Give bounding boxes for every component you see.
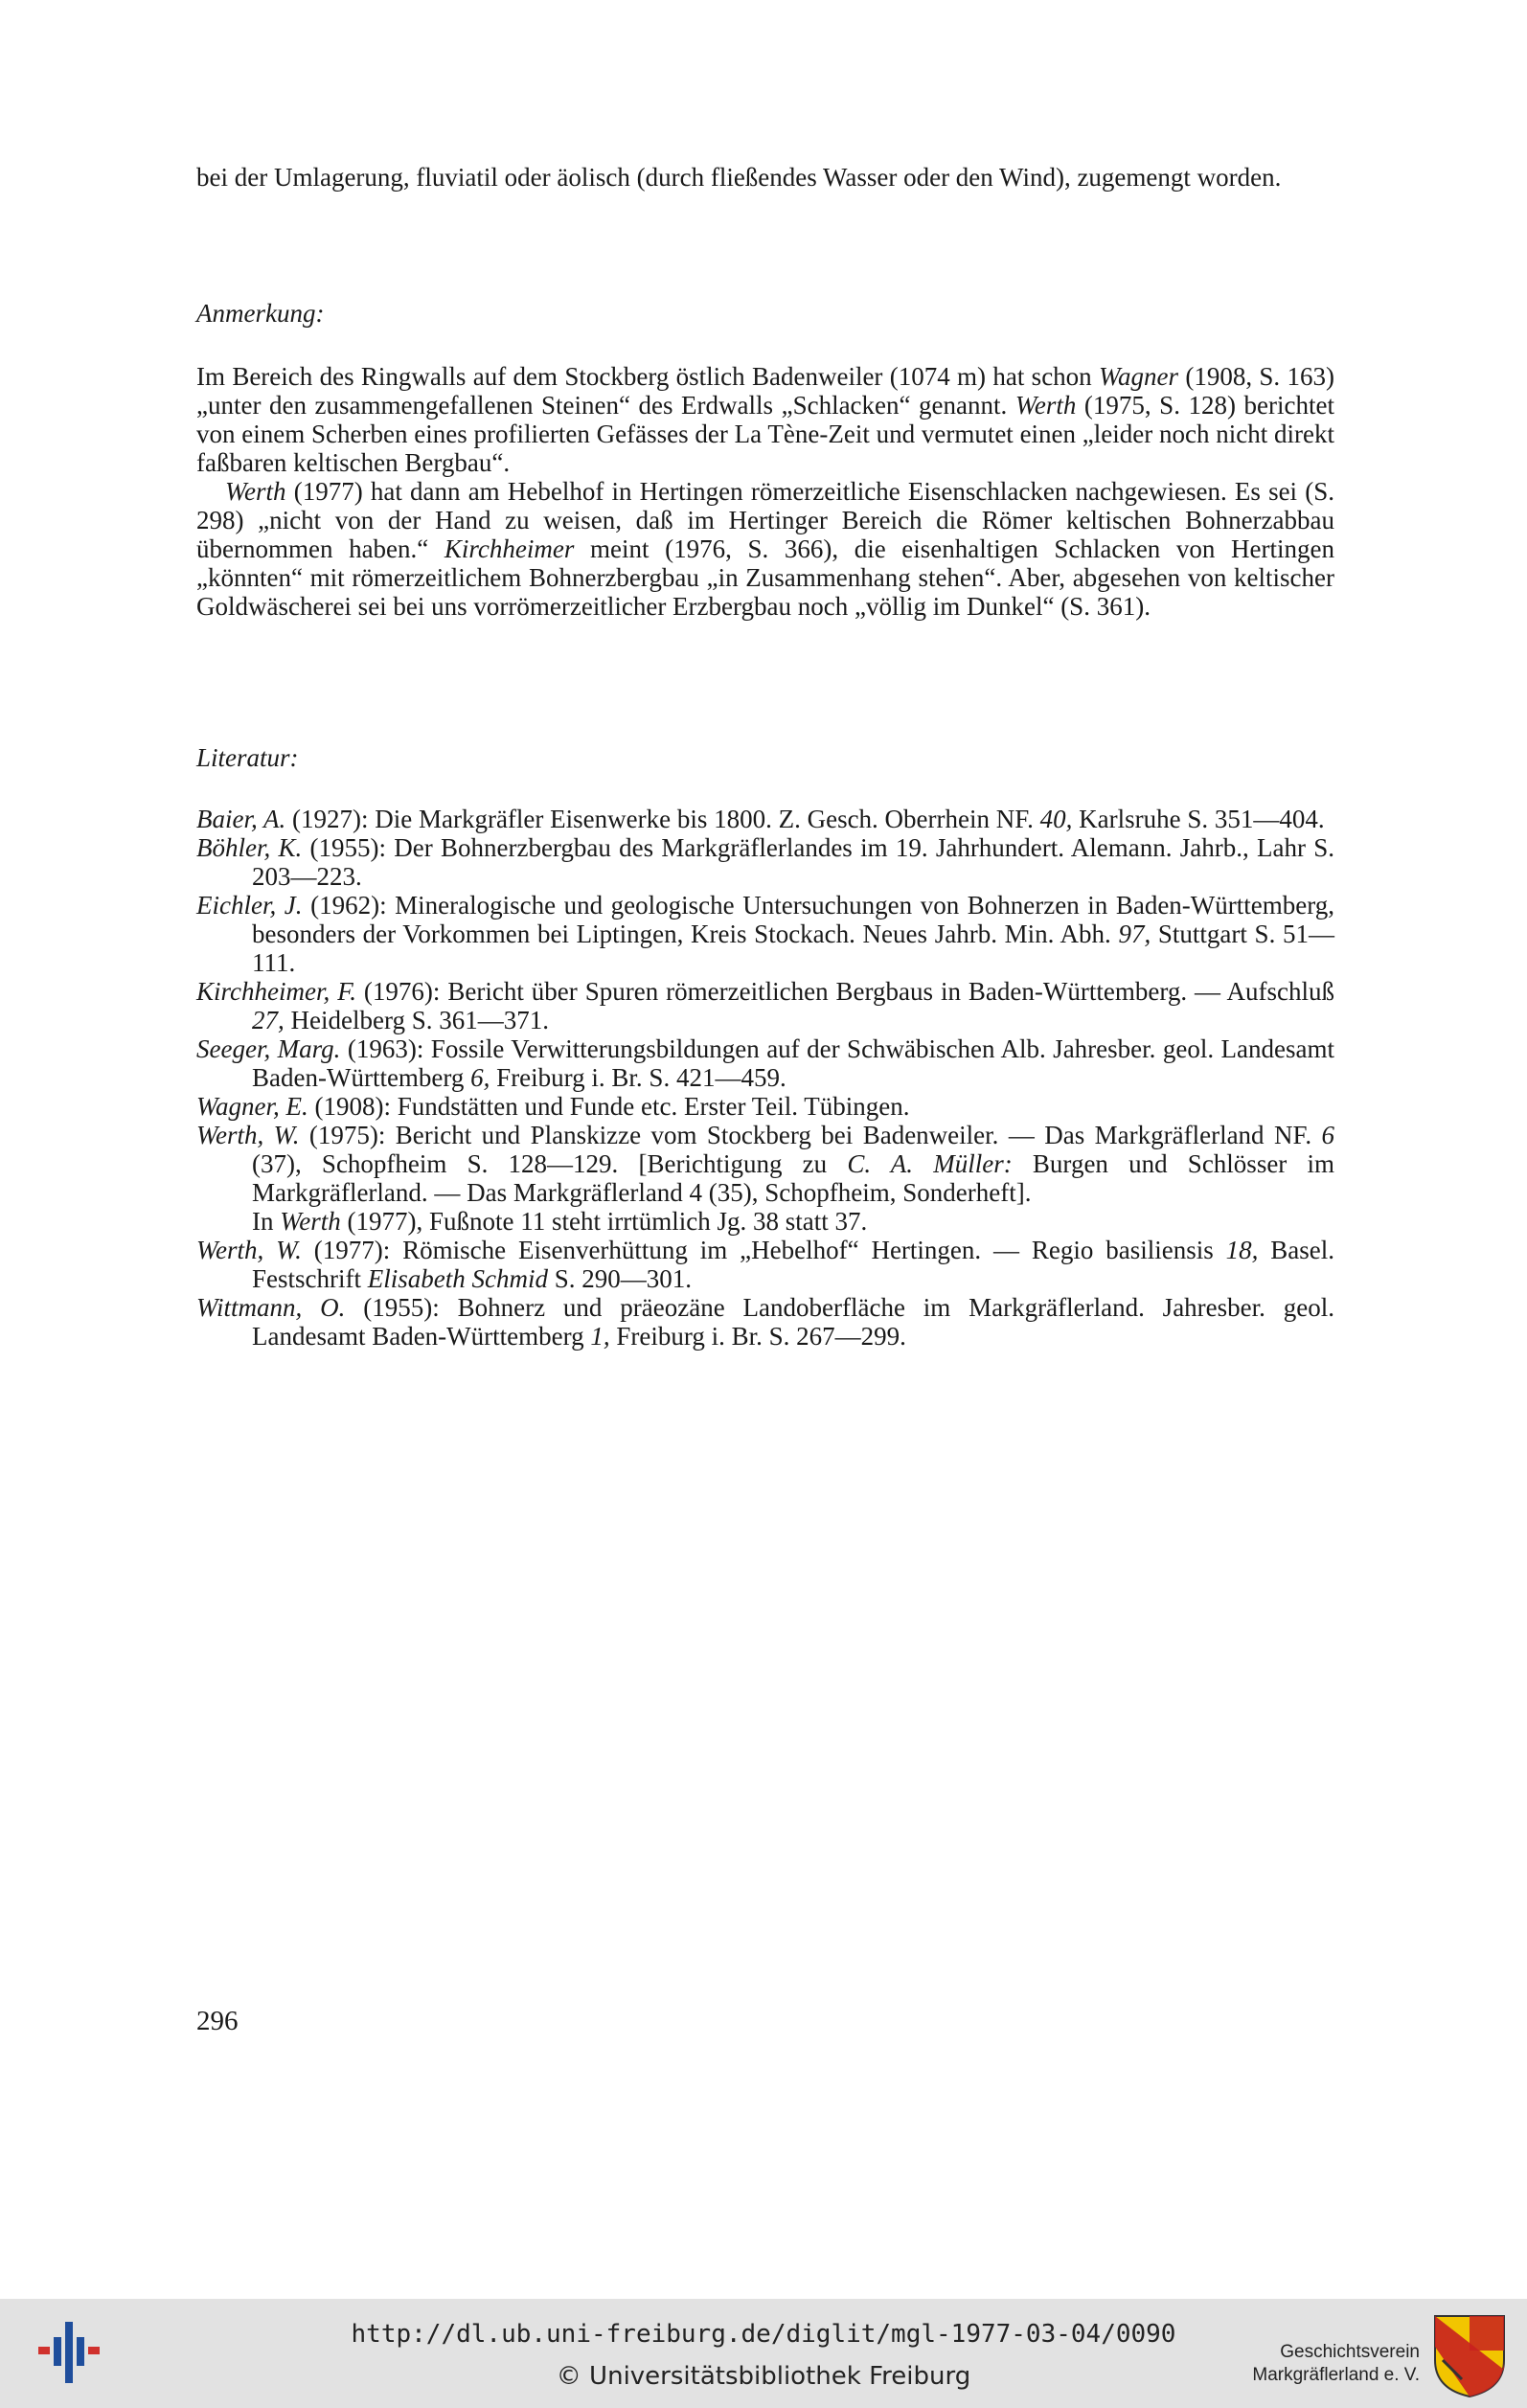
reference-entry: Böhler, K. (1955): Der Bohnerzbergbau des Markgräflerlandes im 19. Jahrhundert. Alemann. Jahrb., Lahr S. 203—223. xyxy=(196,833,1334,891)
intro-paragraph xyxy=(196,163,1334,192)
reference-entry: Werth, W. (1977): Römische Eisenverhüttung im „Hebelhof“ Hertingen. — Regio basiliensis 18, Basel. Festschrift Elisabeth Schmid S. 290—301. xyxy=(196,1236,1334,1293)
anmerkung-heading: Anmerkung: xyxy=(196,299,325,328)
reference-entry: Kirchheimer, F. (1976): Bericht über Spuren römerzeitlichen Bergbaus in Baden-Württemberg. — Aufschluß 27, Heidelberg S. 361—371. xyxy=(196,977,1334,1034)
literatur-heading: Literatur: xyxy=(196,743,299,772)
viewer-footer xyxy=(0,2299,1527,2408)
reference-entry: Baier, A. (1927): Die Markgräfler Eisenwerke bis 1800. Z. Gesch. Oberrhein NF. 40, Karlsruhe S. 351—404. xyxy=(196,805,1325,833)
page-number: 296 xyxy=(196,2006,239,2036)
copyright-text: © Universitätsbibliothek Freiburg xyxy=(556,2362,971,2391)
reference-entry: Eichler, J. (1962): Mineralogische und geologische Untersuchungen von Bohnerzen in Baden-Württemberg, besonders der Vorkommen bei Liptingen, Kreis Stockach. Neues Jahrb. Min. Abh. 97, Stuttgart S. 51—111. xyxy=(196,891,1335,977)
anmerkung-body xyxy=(196,362,1334,621)
reference-entry: Wagner, E. (1908): Fundstätten und Funde etc. Erster Teil. Tübingen. xyxy=(196,1092,910,1121)
coat-of-arms-icon xyxy=(1431,2312,1508,2398)
org-name-line-2: Markgräflerland e. V. xyxy=(1252,2365,1420,2385)
reference-entry: Seeger, Marg. (1963): Fossile Verwitterungsbildungen auf der Schwäbischen Alb. Jahresber. geol. Landesamt Baden-Württemberg 6, Freiburg i. Br. S. 421—459. xyxy=(196,1034,1334,1092)
intro-text: bei der Umlagerung, fluviatil oder äolisch (durch fließendes Wasser oder den Wind), zugemengt worden. xyxy=(196,163,1282,192)
org-name-line-1: Geschichtsverein xyxy=(1280,2342,1420,2362)
reference-entry: Wittmann, O. (1955): Bohnerz und präeozäne Landoberfläche im Markgräflerland. Jahresber. geol. Landesamt Baden-Württemberg 1, Freiburg i. Br. S. 267—299. xyxy=(196,1293,1334,1351)
reference-note: In Werth (1977), Fußnote 11 steht irrtümlich Jg. 38 statt 37. xyxy=(252,1207,868,1236)
reference-entry: Werth, W. (1975): Bericht und Planskizze vom Stockberg bei Badenweiler. — Das Markgräflerland NF. 6 (37), Schopfheim S. 128—129. [Berichtigung zu C. A. Müller: Burgen und Schlösser im Markgräflerland. — Das Markgräflerland 4 (35), Schopfheim, Sonderheft]. xyxy=(196,1121,1335,1207)
org-name xyxy=(1228,2341,1420,2387)
anmerkung-paragraph-2: Werth (1977) hat dann am Hebelhof in Hertingen römerzeitliche Eisenschlacken nachgewiesen. Es sei (S. 298) „nicht von der Hand zu weisen, daß im Hertinger Bereich die Römer keltischen Bohnerzabbau übernommen haben.“ Kirchheimer meint (1976, S. 366), die eisenhaltigen Schlacken von Hertingen „könnten“ mit römerzeitlichem Bohnerzbergbau „in Zusammenhang stehen“. Aber, abgesehen von keltischer Goldwäscherei sei bei uns vorrömerzeitlicher Erzbergbau noch „völlig im Dunkel“ (S. 361). xyxy=(196,477,1334,621)
anmerkung-paragraph-1: Im Bereich des Ringwalls auf dem Stockberg östlich Badenweiler (1074 m) hat schon Wagner (1908, S. 163) „unter den zusammengefallenen Steinen“ des Erdwalls „Schlacken“ genannt. Werth (1975, S. 128) berichtet von einem Scherben eines profilierten Gefässes der La Tène-Zeit und vermutet einen „leider noch nicht direkt faßbaren keltischen Bergbau“. xyxy=(196,362,1334,477)
literatur-list xyxy=(196,805,1334,1351)
permalink-url[interactable]: http://dl.ub.uni-freiburg.de/diglit/mgl-1977-03-04/0090 xyxy=(351,2320,1176,2349)
